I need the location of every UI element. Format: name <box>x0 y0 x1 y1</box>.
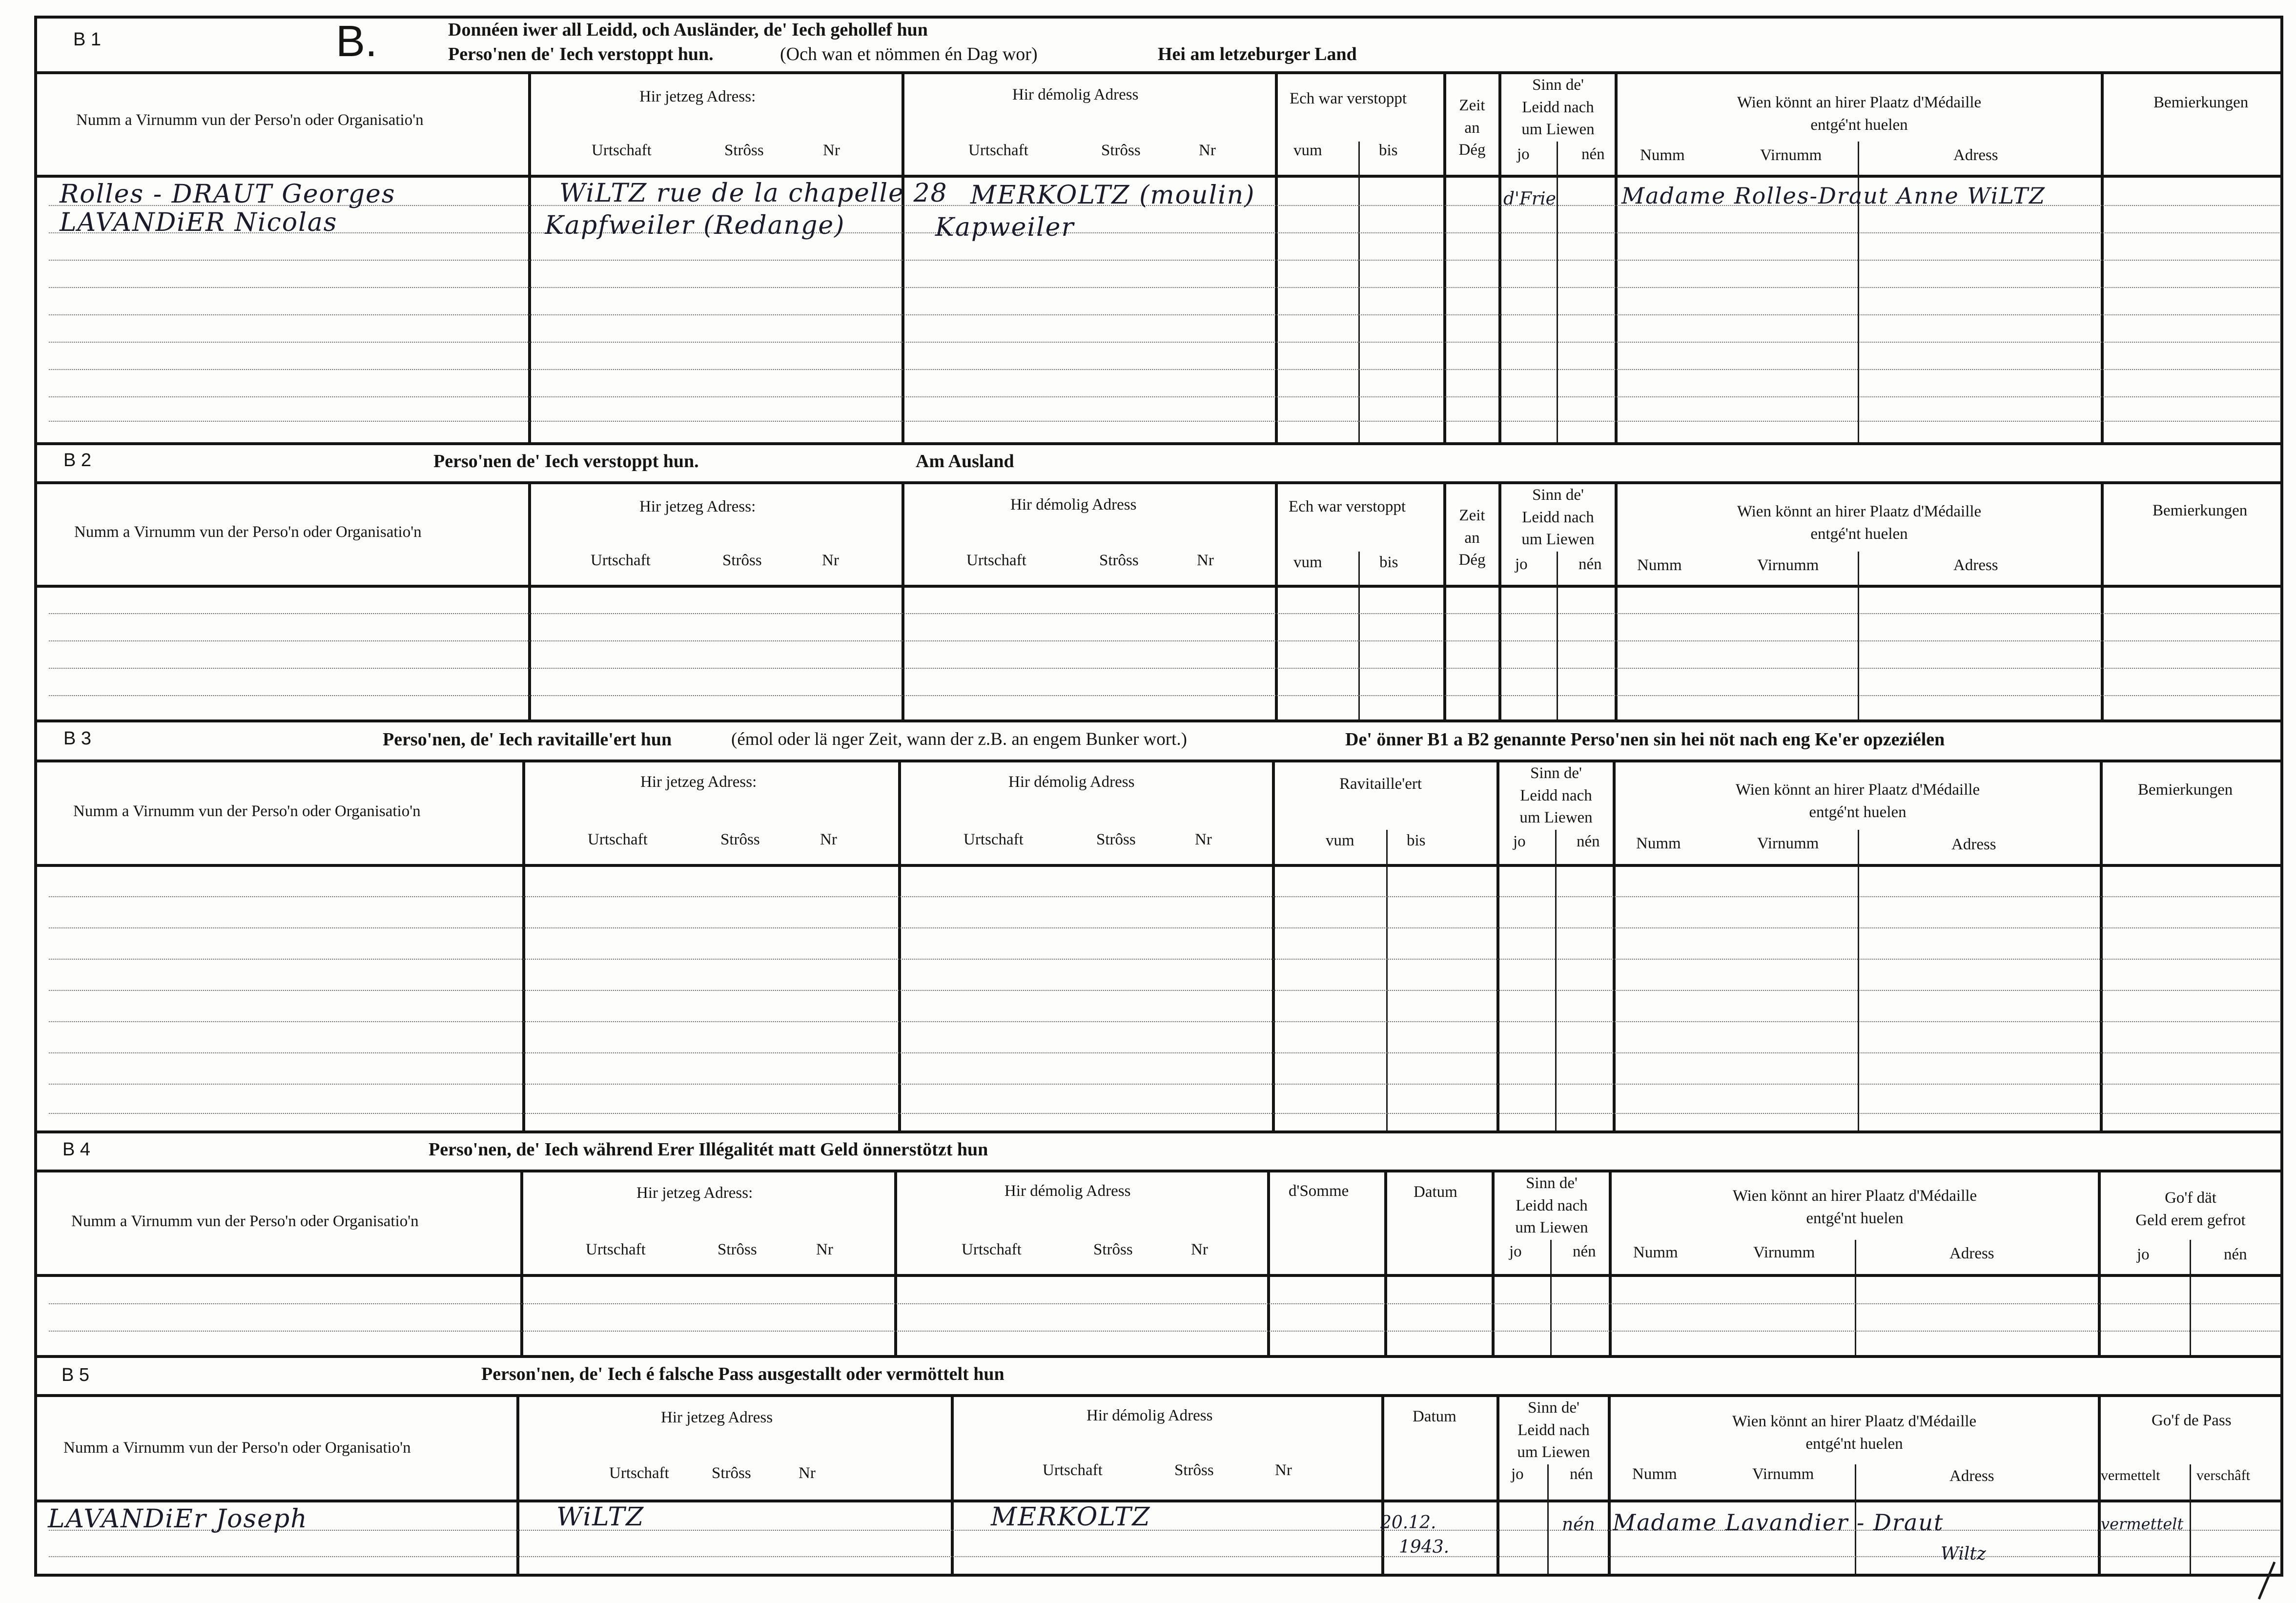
outer-left-border <box>34 16 37 1577</box>
header-firstname: Virnumm <box>1757 556 1819 574</box>
b2-col-divider <box>528 481 531 719</box>
b5-col-divider <box>2098 1394 2101 1574</box>
b5-col-divider <box>516 1394 519 1574</box>
b5-entry1-alive: nén <box>1562 1515 1595 1535</box>
header-former-address: Hir démolig Adress <box>1012 86 1139 103</box>
b3-entry-line <box>49 896 2279 897</box>
b1-entry1-person: Rolles - DRAUT Georges <box>60 180 396 209</box>
section-code-b4: B 4 <box>62 1139 91 1160</box>
header-yes: jo <box>1513 833 1526 850</box>
b3-entry-line <box>49 927 2279 928</box>
header-pass-given: verschâft <box>2196 1467 2250 1483</box>
header-urtschaft: Urtschaft <box>966 552 1026 569</box>
header-current-address: Hir jetzeg Adress <box>661 1409 773 1426</box>
header-alive <box>1495 1172 1609 1239</box>
header-address: Adress <box>1949 1245 1994 1262</box>
header-stross: Strôss <box>720 831 760 848</box>
b1-header-bottom-rule <box>34 175 2283 178</box>
b5-header-top-rule <box>34 1394 2283 1397</box>
header-urtschaft: Urtschaft <box>964 831 1024 848</box>
b2-entry-line <box>49 613 2279 614</box>
b1-entry2-former-address: Kapweiler <box>935 213 1075 242</box>
header-alive-1: Sinn de' <box>1532 76 1584 94</box>
header-money-2: Geld erem gefrot <box>2135 1211 2246 1229</box>
b4-col-divider <box>1384 1170 1387 1355</box>
header-pass: Go'f de Pass <box>2152 1412 2232 1429</box>
header-surname: Numm <box>1637 556 1682 574</box>
header-supplied: Ravitaille'ert <box>1339 775 1422 793</box>
b2-title-b: Am Ausland <box>916 451 1014 472</box>
header-yes: jo <box>1517 145 1530 163</box>
b1-title-line2-c: Hei am letzeburger Land <box>1158 44 1357 64</box>
header-days-2: an <box>1464 119 1480 137</box>
b2-entry-line <box>49 695 2279 696</box>
header-alive-1: Sinn de' <box>1532 486 1584 504</box>
b3-entry-line <box>49 990 2279 991</box>
header-alive-2: Leidd nach <box>1522 508 1594 526</box>
header-nr: Nr <box>1197 552 1214 569</box>
header-current-address: Hir jetzeg Adress: <box>636 1184 753 1202</box>
header-medal-1: Wien könnt an hirer Plaatz d'Médaille <box>1737 94 1982 111</box>
header-firstname: Virnumm <box>1757 835 1819 852</box>
header-alive-2: Leidd nach <box>1517 1421 1590 1439</box>
b5-entry1-date-1: 20.12. <box>1380 1513 1436 1533</box>
header-stross: Strôss <box>724 142 764 159</box>
b3-title-b: (émol oder lä nger Zeit, wann der z.B. an engem Bunker wort.) <box>731 729 1187 749</box>
b3-entry-line <box>49 1021 2279 1022</box>
b3-header-top-rule <box>34 760 2283 762</box>
header-medal-2: entgé'nt huelen <box>1810 116 1908 134</box>
header-firstname: Virnumm <box>1753 1244 1815 1261</box>
header-stross: Strôss <box>712 1464 751 1482</box>
b2-sub-divider <box>1858 552 1859 719</box>
header-pass-mediated: vermettelt <box>2101 1467 2160 1483</box>
header-former-address: Hir démolig Adress <box>1004 1182 1131 1200</box>
header-firstname: Virnumm <box>1760 146 1822 164</box>
header-medal-1: Wien könnt an hirer Plaatz d'Médaille <box>1732 1187 1977 1205</box>
header-current-address: Hir jetzeg Adress: <box>640 773 757 791</box>
b3-sub-divider <box>1386 830 1388 1130</box>
header-surname: Numm <box>1636 835 1681 852</box>
header-nr: Nr <box>799 1464 816 1482</box>
outer-bottom-border <box>34 1574 2283 1577</box>
header-alive <box>1499 1397 1608 1464</box>
b1-entry-line <box>49 314 2279 315</box>
header-stross: Strôss <box>1096 831 1136 848</box>
section-code-b3: B 3 <box>63 728 92 749</box>
header-address: Adress <box>1949 1467 1994 1485</box>
header-person: Numm a Virnumm vun der Perso'n oder Organisatio'n <box>73 802 421 820</box>
header-medal <box>1611 1411 2098 1455</box>
header-surname: Numm <box>1633 1244 1678 1261</box>
header-former-address: Hir démolig Adress <box>1086 1407 1213 1424</box>
header-days-3: Dég <box>1458 141 1486 159</box>
header-medal <box>1612 1185 2098 1230</box>
b2-title-a: Perso'nen de' Iech verstoppt hun. <box>433 451 699 472</box>
b3-title-c: De' önner B1 a B2 genannte Perso'nen sin hei nöt nach eng Ke'er opzeziélen <box>1345 729 1945 750</box>
header-alive <box>1499 762 1613 829</box>
header-alive-1: Sinn de' <box>1530 764 1582 782</box>
b3-title-a: Perso'nen, de' Iech ravitaille'ert hun <box>383 729 672 750</box>
b5-entry1-former-address: MERKOLTZ <box>991 1502 1151 1532</box>
header-days-2: an <box>1464 529 1480 547</box>
header-former-address: Hir démolig Adress <box>1010 496 1137 514</box>
header-alive-2: Leidd nach <box>1516 1196 1588 1214</box>
b4-header-top-rule <box>34 1170 2283 1172</box>
b1-entry1-current-address: WiLTZ rue de la chapelle 28 <box>559 179 948 208</box>
b4-title: Perso'nen, de' Iech während Erer Illégalitét matt Geld önnerstötzt hun <box>429 1139 988 1160</box>
b4-col-divider <box>520 1170 523 1355</box>
header-no: nén <box>1581 145 1605 163</box>
header-current-address: Hir jetzeg Adress: <box>639 498 756 515</box>
b3-entry-line <box>49 1113 2279 1114</box>
header-no: nén <box>1570 1465 1593 1483</box>
header-surname: Numm <box>1632 1465 1677 1483</box>
header-alive-3: um Liewen <box>1521 121 1595 139</box>
b3-col-divider <box>1272 760 1275 1130</box>
b2-header-top-rule <box>34 481 2283 484</box>
b2-sub-divider <box>1557 552 1558 719</box>
header-urtschaft: Urtschaft <box>592 142 652 159</box>
b1-title-line2-a: Perso'nen de' Iech verstoppt hun. <box>448 44 714 64</box>
header-firstname: Virnumm <box>1752 1465 1814 1483</box>
b3-entry-line <box>49 959 2279 960</box>
header-urtschaft: Urtschaft <box>962 1241 1022 1258</box>
header-alive-3: um Liewen <box>1515 1219 1588 1237</box>
b4-sub-divider <box>1855 1240 1856 1355</box>
b2-entry-line <box>49 640 2279 641</box>
b1-title-line1: Donnéen iwer all Leidd, och Ausländer, de' Iech gehollef hun <box>448 20 928 40</box>
header-no: nén <box>1578 555 1602 573</box>
header-stross: Strôss <box>718 1241 757 1258</box>
header-to: bis <box>1379 554 1398 571</box>
corner-mark-icon <box>2251 1560 2280 1602</box>
b5-header-bottom-rule <box>34 1500 2283 1502</box>
section-code-b5: B 5 <box>62 1365 90 1385</box>
header-money-no: nén <box>2224 1246 2247 1263</box>
header-urtschaft: Urtschaft <box>968 142 1028 159</box>
header-nr: Nr <box>1191 1241 1208 1258</box>
header-stross: Strôss <box>1174 1461 1214 1479</box>
header-surname: Numm <box>1640 146 1685 164</box>
b4-col-divider <box>894 1170 897 1355</box>
header-medal-2: entgé'nt huelen <box>1810 525 1908 543</box>
header-alive-3: um Liewen <box>1521 531 1595 549</box>
header-address: Adress <box>1951 836 1996 853</box>
header-alive-3: um Liewen <box>1517 1443 1590 1461</box>
b3-col-divider <box>2100 760 2103 1130</box>
b1-entry-line <box>49 396 2279 397</box>
b5-entry1-date-2: 1943. <box>1399 1537 1450 1557</box>
b4-sub-divider <box>2190 1240 2191 1355</box>
header-alive <box>1501 484 1615 551</box>
header-days-1: Zeit <box>1459 507 1485 524</box>
b2-header-bottom-rule <box>34 585 2283 588</box>
header-medal <box>1618 501 2101 545</box>
b2-entry-line <box>49 668 2279 669</box>
header-alive-2: Leidd nach <box>1522 98 1594 116</box>
header-medal-2: entgé'nt huelen <box>1805 1435 1903 1453</box>
header-person: Numm a Virnumm vun der Perso'n oder Organisatio'n <box>63 1439 411 1457</box>
b5-title: Person'nen, de' Iech é falsche Pass ausgestallt oder vermöttelt hun <box>481 1364 1004 1384</box>
header-stross: Strôss <box>722 552 762 569</box>
header-alive-1: Sinn de' <box>1528 1399 1579 1417</box>
b3-entry-line <box>49 1052 2279 1053</box>
header-medal-1: Wien könnt an hirer Plaatz d'Médaille <box>1732 1413 1977 1430</box>
header-days-3: Dég <box>1458 551 1486 569</box>
b5-entry1-medal-name: Madame Lavandier - Draut <box>1613 1509 1944 1536</box>
b5-sub-divider <box>2190 1464 2191 1574</box>
header-urtschaft: Urtschaft <box>588 831 648 848</box>
b1-entry2-current-address: Kapfweiler (Redange) <box>545 211 845 240</box>
header-urtschaft: Urtschaft <box>591 552 651 569</box>
header-stross: Strôss <box>1099 552 1139 569</box>
header-nr: Nr <box>823 142 840 159</box>
header-stross: Strôss <box>1101 142 1141 159</box>
b1-entry-line <box>49 369 2279 370</box>
b3-col-divider <box>898 760 901 1130</box>
header-money-yes: jo <box>2137 1246 2150 1263</box>
b1-entry-line <box>49 287 2279 288</box>
header-no: nén <box>1573 1243 1596 1260</box>
header-nr: Nr <box>820 831 837 848</box>
b1-entry-line <box>49 421 2279 422</box>
header-to: bis <box>1407 832 1426 849</box>
header-medal-1: Wien könnt an hirer Plaatz d'Médaille <box>1737 503 1982 520</box>
b4-col-divider <box>1267 1170 1270 1355</box>
b2-top-rule <box>34 442 2283 445</box>
header-urtschaft: Urtschaft <box>1043 1461 1103 1479</box>
header-no: nén <box>1577 833 1600 850</box>
header-yes: jo <box>1509 1243 1522 1260</box>
b5-sub-divider <box>1547 1464 1549 1574</box>
b5-entry1-pass-mediated: vermettelt <box>2101 1515 2184 1533</box>
header-yes: jo <box>1515 555 1528 573</box>
b1-entry-line <box>49 232 2279 233</box>
header-hidden: Ech war verstoppt <box>1289 498 1406 515</box>
header-remarks: Bemierkungen <box>2138 781 2233 799</box>
header-urtschaft: Urtschaft <box>586 1241 646 1258</box>
header-medal-1: Wien könnt an hirer Plaatz d'Médaille <box>1735 781 1980 799</box>
header-from: vum <box>1293 554 1322 571</box>
b4-sub-divider <box>1550 1240 1552 1355</box>
b2-col-divider <box>902 481 904 719</box>
header-nr: Nr <box>822 552 839 569</box>
header-current-address: Hir jetzeg Adress: <box>639 88 756 105</box>
b3-sub-divider <box>1555 830 1557 1130</box>
header-date: Datum <box>1414 1183 1457 1201</box>
header-hidden: Ech war verstoppt <box>1290 90 1407 107</box>
header-money-asked-back <box>2101 1187 2280 1232</box>
header-medal-2: entgé'nt huelen <box>1809 803 1906 821</box>
b5-top-rule <box>34 1355 2283 1358</box>
header-medal-2: entgé'nt huelen <box>1806 1209 1904 1227</box>
header-nr: Nr <box>1195 831 1212 848</box>
header-address: Adress <box>1953 556 1998 574</box>
header-nr: Nr <box>816 1241 833 1258</box>
b3-sub-divider <box>1858 830 1859 1130</box>
b5-col-divider <box>1381 1394 1384 1574</box>
b1-col-divider <box>528 71 531 442</box>
b3-top-rule <box>34 719 2283 722</box>
b1-entry2-person: LAVANDiER Nicolas <box>60 208 338 237</box>
header-days-1: Zeit <box>1459 97 1485 114</box>
b1-entry-line <box>49 260 2279 261</box>
b2-col-divider <box>1275 481 1278 719</box>
b4-top-rule <box>34 1130 2283 1133</box>
header-from: vum <box>1293 142 1322 159</box>
b1-entry1-medal: Madame Rolles-Draut Anne WiLTZ <box>1621 183 2046 209</box>
header-remarks: Bemierkungen <box>2152 502 2248 519</box>
header-from: vum <box>1326 832 1354 849</box>
header-days <box>1446 95 1498 162</box>
header-person: Numm a Virnumm vun der Perso'n oder Organisatio'n <box>74 523 422 541</box>
b3-entry-line <box>49 1084 2279 1085</box>
header-person: Numm a Virnumm vun der Perso'n oder Organisatio'n <box>71 1213 419 1230</box>
b1-col-divider <box>1275 71 1278 442</box>
header-person: Numm a Virnumm vun der Perso'n oder Organisatio'n <box>76 111 424 129</box>
header-remarks: Bemierkungen <box>2153 94 2249 111</box>
b5-entry1-medal-address: Wiltz <box>1941 1544 1986 1564</box>
header-money-1: Go'f dät <box>2165 1189 2216 1207</box>
header-days <box>1446 505 1498 572</box>
header-nr: Nr <box>1275 1461 1292 1479</box>
header-former-address: Hir démolig Adress <box>1008 773 1135 791</box>
header-date: Datum <box>1413 1408 1456 1425</box>
b2-col-divider <box>2101 481 2104 719</box>
b4-header-bottom-rule <box>34 1274 2283 1277</box>
b4-entry-line <box>49 1331 2279 1332</box>
b1-col-divider <box>902 71 904 442</box>
section-code-b1: B 1 <box>73 29 102 50</box>
b5-entry-line <box>49 1530 2279 1531</box>
header-sum: d'Somme <box>1289 1182 1349 1200</box>
header-urtschaft: Urtschaft <box>609 1464 669 1482</box>
header-stross: Strôss <box>1093 1241 1133 1258</box>
b5-entry1-current-address: WiLTZ <box>556 1502 645 1532</box>
header-medal <box>1616 779 2100 823</box>
b3-header-bottom-rule <box>34 864 2283 867</box>
b1-entry1-former-address: MERKOLTZ (moulin) <box>970 181 1255 210</box>
header-yes: jo <box>1511 1465 1524 1483</box>
section-code-b2: B 2 <box>63 450 92 471</box>
big-letter-b: B. <box>336 17 378 66</box>
header-to: bis <box>1379 142 1398 159</box>
header-medal <box>1618 92 2101 136</box>
b1-entry1-alive: d'Frie <box>1503 189 1556 209</box>
b2-sub-divider <box>1358 552 1360 719</box>
b4-entry-line <box>49 1303 2279 1304</box>
b1-col-divider <box>2101 71 2104 442</box>
b5-col-divider <box>951 1394 954 1574</box>
b5-entry1-person: LAVANDiEr Joseph <box>48 1504 308 1534</box>
header-alive-1: Sinn de' <box>1526 1174 1578 1192</box>
b1-header-top-rule <box>34 71 2283 74</box>
header-alive-2: Leidd nach <box>1520 786 1592 804</box>
header-alive-3: um Liewen <box>1519 809 1593 827</box>
header-nr: Nr <box>1199 142 1216 159</box>
b1-entry-line <box>49 342 2279 343</box>
b1-title-line2-b: (Och wan et nömmen én Dag wor) <box>780 44 1038 64</box>
header-alive <box>1501 74 1615 141</box>
outer-right-border <box>2280 16 2283 1577</box>
b3-col-divider <box>522 760 525 1130</box>
header-address: Adress <box>1953 146 1998 164</box>
